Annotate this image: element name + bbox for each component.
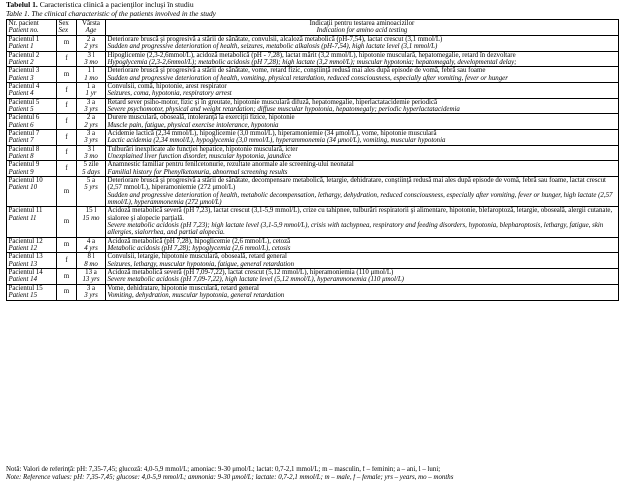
indication-ro: Deteriorare bruscă şi progresivă a stării de sănătate, vome, retard fizic, conştiinţă redusă mai ales după episode de vomă, febră sau foame [107, 67, 486, 75]
indication-ro: Vome, dehidratare, hipotonie musculară, retard general [107, 284, 259, 292]
patient-ro: Pacientul 5 [8, 98, 40, 106]
patient-cell [7, 253, 57, 269]
sex-cell [57, 82, 77, 98]
patient-cell [7, 82, 57, 98]
indication-en: Sudden and progressive deterioration of health, seizures, metabolic alkalosis (pH-7,54), high lactate level (3,1 mmol/L) [107, 43, 438, 51]
age-cell [77, 269, 106, 285]
col-header-patient [7, 20, 57, 36]
sex-cell [57, 284, 77, 300]
patient-cell [7, 98, 57, 114]
indication-ro: Tulburări inexplicate ale funcţiei hepatice, hipotonie musculară, icter [107, 145, 298, 153]
age-en: 5 yrs [84, 184, 98, 192]
age-cell [77, 177, 106, 207]
patient-ro: Pacientul 1 [8, 35, 40, 43]
age-ro: 1 l [87, 67, 95, 75]
age-ro: 4 a [86, 237, 96, 245]
sex-value: m [63, 272, 70, 280]
patient-en: Patient 9 [8, 168, 34, 176]
table-row [7, 67, 619, 83]
sex-value: f [65, 133, 68, 141]
patient-cell [7, 129, 57, 145]
indication-en: Severe psychomotor, physical and weight retardation; diffuse muscular hypotonia, hepatomegaly; periodic hyperlactatacidemia [107, 105, 460, 113]
patient-ro: Pacientul 4 [8, 82, 40, 90]
indication-en: Severe metabolic acidosis (pH 7,23); high lactate level (3,1-5,9 mmol/L), crisis with tachypnea, respiratory and feeding disorders, hypotonia, blepharoptosis, lethargy, fatigue, skin allergies, sialorrhea, and partial alopecia. [107, 222, 604, 237]
age-ro: 3 a [86, 98, 96, 106]
age-en: 3 mo [84, 152, 98, 160]
sex-cell [57, 98, 77, 114]
age-ro: 3 l [87, 145, 95, 153]
sex-value: f [65, 164, 68, 172]
age-cell [77, 253, 106, 269]
sex-cell [57, 237, 77, 253]
patient-cell [7, 145, 57, 161]
col-header-patient-en: Patient no. [8, 27, 39, 35]
table-row [7, 161, 619, 177]
patient-ro: Pacientul 11 [8, 207, 43, 215]
age-en: 1 yr [85, 90, 97, 98]
age-en: 15 mo [82, 214, 100, 222]
indication-en: Sudden and progressive deterioration of health, vomiting, physical retardation, reduced consciousness, especially after vomiting, fever or hunger [107, 74, 508, 82]
col-header-sex-en: Sex [58, 27, 69, 35]
age-ro: 2 a [86, 114, 96, 122]
table-row [7, 145, 619, 161]
patient-ro: Pacientul 2 [8, 51, 40, 59]
col-header-indication [106, 20, 619, 36]
indication-cell [106, 253, 619, 269]
patient-cell [7, 161, 57, 177]
patient-cell [7, 35, 57, 51]
col-header-patient-ro: Nr. pacient [8, 20, 39, 27]
age-cell [77, 98, 106, 114]
indication-ro: Retard sever psiho-motor, fizic şi în greutate, hipotonie musculară difuză, hepatomegalie, hiperlactatacidemie periodică [107, 98, 438, 106]
indication-ro: Convulsii, comă, hipotonie, arest respirator [107, 82, 227, 90]
sex-value: f [65, 86, 68, 94]
age-en: 13 yrs [82, 276, 100, 284]
age-ro: 15 l [85, 207, 97, 215]
patient-en: Patient 15 [8, 292, 38, 300]
table-row [7, 35, 619, 51]
age-cell [77, 145, 106, 161]
age-cell [77, 129, 106, 145]
indication-cell [106, 284, 619, 300]
sex-value: f [65, 102, 68, 110]
col-header-age [77, 20, 106, 36]
indication-cell [106, 98, 619, 114]
table-row [7, 284, 619, 300]
patient-cell [7, 177, 57, 207]
table-row [7, 51, 619, 67]
age-ro: 5 a [86, 177, 96, 184]
indication-ro: Acidemie lactică (2,34 mmol/L), hipoglicemie (3,0 mmol/L), hiperamoniemie (34 μmol/L), vome, hipotonie musculară [107, 129, 437, 137]
patient-en: Patient 2 [8, 58, 34, 66]
col-header-age-ro: Vârsta [82, 20, 100, 27]
patient-en: Patient 7 [8, 137, 34, 145]
age-en: 1 mo [84, 74, 98, 82]
patient-ro: Pacientul 13 [8, 253, 43, 261]
table-row [7, 237, 619, 253]
note-en: Note: Reference values: pH: 7,35-7,45; glucose: 4,0-5,9 mmol/L; ammonia: 9-30 μmol/L; lactate: 0,7-2,1 mmol/L; m – male, f – female; yrs – years, mo – months [6, 473, 454, 481]
patient-ro: Pacientul 7 [8, 129, 40, 137]
patient-en: Patient 4 [8, 90, 34, 98]
age-en: 5 days [82, 168, 100, 176]
table-subtitle: Table 1. The clinical characteristic of the patients involved in the study [6, 9, 216, 18]
patient-en: Patient 12 [8, 245, 38, 253]
table-notes [6, 466, 618, 481]
sex-cell [57, 207, 77, 237]
age-cell [77, 207, 106, 237]
age-ro: 13 a [85, 269, 97, 277]
indication-ro: Acidoză metabolică (pH 7,28), hipoglicemie (2,6 mmol/L), cetoză [107, 237, 291, 245]
table-row [7, 269, 619, 285]
sex-value: f [65, 149, 68, 157]
age-ro: 8 l [87, 253, 95, 261]
patient-cell [7, 114, 57, 130]
sex-value: m [63, 288, 70, 296]
indication-ro: Acidoză metabolică severă (pH 7,23), lactat crescut (3,1-5,9 mmol/L), crize cu tahipnee, tulburări respiratorii şi alimentare, hipotonie, blefaroptoză, letargie, oboseală, alergii cutanate, sialoree şi alopecie parţială. [107, 207, 613, 222]
sex-value: f [65, 257, 68, 265]
patient-ro: Pacientul 8 [8, 145, 40, 153]
indication-cell [106, 145, 619, 161]
sex-cell [57, 253, 77, 269]
indication-cell [106, 51, 619, 67]
indication-cell [106, 177, 619, 207]
table-title-text: Caracteristica clinică a pacienţilor incluşi în studiu [37, 0, 194, 9]
table-title-bold: Tabelul 1. [6, 0, 38, 9]
indication-en: Seizures, lethargy, muscular hypotonia, fatigue, general retardation [107, 260, 295, 268]
table-row [7, 177, 619, 207]
sex-cell [57, 51, 77, 67]
age-en: 2 yrs [84, 43, 98, 51]
indication-en: Metabolic acidosis (pH 7,28); hypoglycemia (2,6 mmol/L), cetosis [107, 245, 291, 253]
indication-en: Lactic acidemia (2,34 mmol/L), hypoglycemia (3,0 mmol/L), hyperammonemia (34 μmol/L), vomiting, muscular hypotonia [107, 137, 446, 145]
age-cell [77, 35, 106, 51]
age-en: 3 mo [84, 58, 98, 66]
indication-en: Seizures, coma, hypotonia, respiratory arrest [107, 90, 232, 98]
age-en: 2 yrs [84, 121, 98, 129]
indication-cell [106, 82, 619, 98]
indication-en: Vomiting, dehydration, muscular hypotonia, general retardation [107, 292, 285, 300]
indication-cell [106, 129, 619, 145]
table-row [7, 129, 619, 145]
age-cell [77, 82, 106, 98]
indication-ro: Deteriorare bruscă şi progresivă a stării de sănătate, convulsii, alcaloză metabolică (pH-7,54), lactat crescut (3,1 mmol/L) [107, 35, 443, 43]
indication-en: Muscle pain, fatigue, physical exercise intolerance, hypotonia [107, 121, 279, 129]
indication-en: Unexplained liver function disorder, muscular hypotonia, jaundice [107, 152, 291, 160]
indication-ro: Deteriorare bruscă şi progresivă a stării de sănătate, decompensare metabolică, letargie, dehidratare, conştiinţă redusă mai ales după episode de vomă, febră sau foame, lactat crescut (2,57 mmol/L), hiperamoniemie (272 μmol/L) [107, 177, 606, 192]
indication-ro: Acidoză metabolică severă (pH 7,09-7,22), lactat crescut (5,12 mmol/L), hiperamoniemia (110 μmol/L) [107, 269, 394, 277]
sex-value: m [63, 188, 70, 196]
col-header-sex-ro: Sex [58, 20, 69, 27]
patient-ro: Pacientul 3 [8, 67, 40, 75]
sex-cell [57, 145, 77, 161]
patient-ro: Pacientul 14 [8, 269, 43, 277]
table-row [7, 114, 619, 130]
col-header-indication-ro: Indicaţii pentru testarea aminoacizilor [309, 20, 415, 27]
sex-cell [57, 129, 77, 145]
indication-ro: Hipoglicemie (2,3-2,6mmol/L), acidoză metabolică (pH - 7,28), lactat mărit (3,2 mmol/L), hipotonie musculară, hepatomegalie, retard în dezvoltare [107, 51, 516, 59]
age-cell [77, 51, 106, 67]
age-cell [77, 284, 106, 300]
patient-en: Patient 14 [8, 276, 38, 284]
indication-cell [106, 161, 619, 177]
age-en: 4 yrs [84, 245, 98, 253]
patient-ro: Pacientul 15 [8, 284, 43, 292]
age-en: 3 yrs [84, 137, 98, 145]
indication-cell [106, 207, 619, 237]
patient-ro: Pacientul 10 [8, 177, 43, 184]
age-en: 8 mo [84, 260, 98, 268]
sex-cell [57, 67, 77, 83]
indication-en: Severe metabolic acidosis (pH 7,09-7,22), high lactate level (5,12 mmol/L), hyperammonemia (110 μmol/L) [107, 276, 404, 284]
age-ro: 1 a [86, 82, 96, 90]
age-en: 3 yrs [84, 292, 98, 300]
age-ro: 3 l [87, 51, 95, 59]
patient-cell [7, 269, 57, 285]
indication-cell [106, 114, 619, 130]
patient-en: Patient 6 [8, 121, 34, 129]
sex-value: m [63, 241, 70, 249]
indication-ro: Anamnestic familiar pentru fenilcetonurie, rezultate anormale ale screening-ului neonatal [107, 161, 354, 169]
patient-en: Patient 8 [8, 152, 34, 160]
indication-cell [106, 67, 619, 83]
patient-cell [7, 284, 57, 300]
indication-en: Familial history for Phenylketonuria, abnormal screening results [107, 168, 288, 176]
indication-ro: Convulsii, letargie, hipotonie musculară, oboseală, retard general [107, 253, 287, 261]
col-header-age-en: Age [85, 27, 97, 35]
age-ro: 5 zile [83, 161, 99, 169]
patient-en: Patient 1 [8, 43, 34, 51]
age-cell [77, 237, 106, 253]
sex-cell [57, 114, 77, 130]
patient-en: Patient 10 [8, 184, 38, 192]
patient-ro: Pacientul 12 [8, 237, 43, 245]
sex-cell [57, 35, 77, 51]
table-header-row [7, 20, 619, 36]
table-row [7, 207, 619, 237]
col-header-sex [57, 20, 77, 36]
patient-cell [7, 237, 57, 253]
age-cell [77, 114, 106, 130]
sex-value: m [63, 39, 70, 47]
patient-en: Patient 11 [8, 214, 37, 222]
age-en: 3 yrs [84, 105, 98, 113]
indication-en: Hypoglycemia (2,3-2,6mmol/L); metabolic acidosis (pH 7,28); high lactate (3,2 mmol/L); muscular hypotonia; hepatomegaly, developmental delay; [107, 58, 517, 66]
note-ro: Notă: Valori de referinţă: pH: 7,35-7,45; glucoză: 4,0-5,9 mmol/L; amoniac: 9-30 μmol/L; lactat: 0,7-2,1 mmol/L; m – masculin, f – feminin; a – ani, l – luni; [6, 466, 441, 473]
sex-cell [57, 161, 77, 177]
sex-value: f [65, 117, 68, 125]
col-header-indication-en: Indication for amino acid testing [316, 27, 408, 35]
age-cell [77, 161, 106, 177]
indication-cell [106, 237, 619, 253]
indication-ro: Durere musculară, oboseală, intoleranţă la exerciţii fizice, hipotonie [107, 114, 295, 122]
table-body [7, 35, 619, 300]
sex-cell [57, 269, 77, 285]
patient-ro: Pacientul 9 [8, 161, 40, 169]
patient-cell [7, 207, 57, 237]
patient-cell [7, 51, 57, 67]
table-row [7, 98, 619, 114]
table-row [7, 253, 619, 269]
patient-ro: Pacientul 6 [8, 114, 40, 122]
sex-value: f [65, 55, 68, 63]
sex-value: m [63, 70, 70, 78]
clinical-table [6, 19, 619, 301]
age-ro: 2 a [86, 35, 96, 43]
table-row [7, 82, 619, 98]
indication-en: Sudden and progressive deterioration of health, metabolic decompensation, lethargy, dehydration, reduced consciousness, especially after vomiting, fever or hunger, high lactate (2,57 mmol/L), hyperammonemia (272 μmol/L) [107, 191, 613, 207]
sex-cell [57, 177, 77, 207]
patient-en: Patient 5 [8, 105, 34, 113]
sex-value: m [63, 218, 70, 226]
indication-cell [106, 35, 619, 51]
indication-cell [106, 269, 619, 285]
age-cell [77, 67, 106, 83]
patient-en: Patient 3 [8, 74, 34, 82]
patient-cell [7, 67, 57, 83]
age-ro: 3 a [86, 284, 96, 292]
age-ro: 3 a [86, 129, 96, 137]
patient-en: Patient 13 [8, 260, 38, 268]
